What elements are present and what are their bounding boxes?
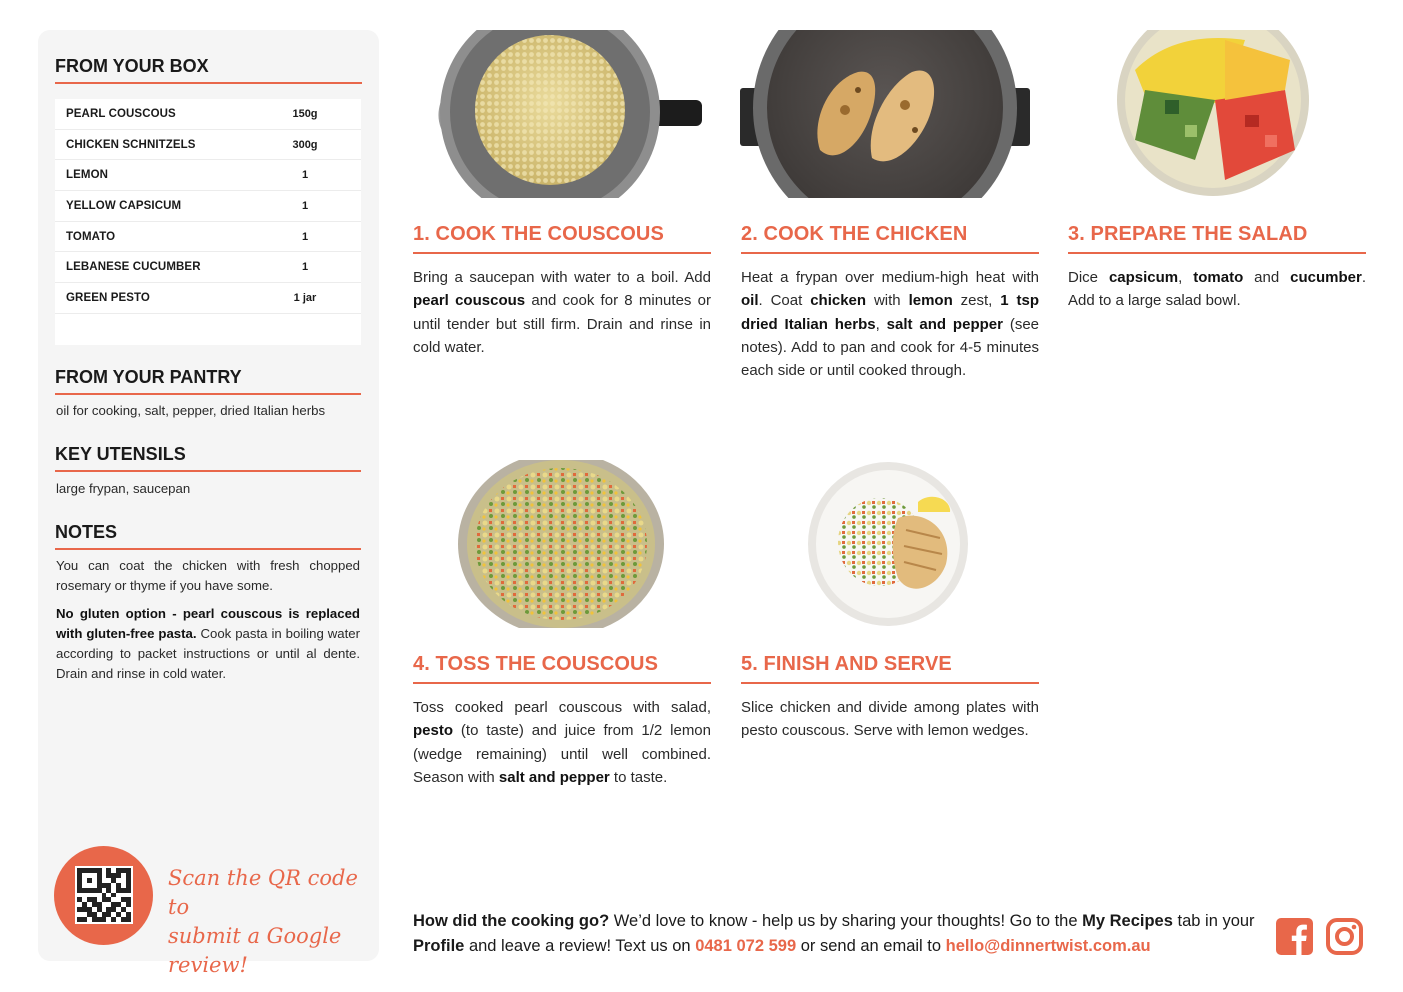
step-text-run: Bring a saucepan with water to a boil. Add [413, 269, 711, 286]
ingredient-qty: 300g [292, 138, 318, 151]
feedback-bold: My Recipes [1082, 912, 1173, 930]
step-text-run: (to taste) and juice from 1/2 lemon (wedge remaining) until well combined. Season with [413, 722, 711, 786]
tossed-couscous-photo [458, 460, 664, 628]
step-3-text [1068, 266, 1366, 313]
step-text-run: , [1178, 269, 1194, 286]
divider [55, 548, 361, 550]
feedback-bold: Profile [413, 937, 465, 955]
feedback-text [413, 909, 1263, 959]
step-text-run: Dice [1068, 269, 1109, 286]
finished-plate-photo [806, 460, 970, 628]
feedback-run: and leave a review! Text us on [464, 937, 696, 955]
step-text-bold: lemon [908, 292, 953, 310]
note-herbs: You can coat the chicken with fresh chopped rosemary or thyme if you have some. [56, 558, 360, 593]
contact-link[interactable]: hello@dinnertwist.com.au [945, 937, 1151, 955]
ingredient-qty: 150g [292, 107, 318, 120]
step-1-text [413, 266, 711, 359]
ingredient-qty: 1 [301, 199, 309, 212]
step-text-bold: cucumber [1290, 269, 1362, 286]
pantry-text: oil for cooking, salt, pepper, dried Italian herbs [56, 403, 326, 418]
ingredient-row [55, 130, 361, 161]
step-4-text [413, 696, 711, 789]
scan-line-2: submit a Google review! [168, 924, 342, 977]
ingredient-qty: 1 [301, 230, 309, 243]
contact-link[interactable]: 0481 072 599 [695, 937, 797, 955]
divider [413, 252, 711, 254]
divider [741, 252, 1039, 254]
chicken-pan-photo [740, 30, 1030, 198]
notes-title: NOTES [55, 522, 118, 542]
ingredient-qty: 1 [301, 261, 309, 274]
note-gluten-free-bold: No gluten option - pearl couscous is replaced with gluten-free pasta. [56, 606, 360, 641]
key-utensils-title: KEY UTENSILS [55, 444, 186, 464]
divider [55, 470, 361, 472]
step-text-run: Toss cooked pearl couscous with salad, [413, 699, 711, 716]
ingredient-name: CHICKEN SCHNITZELS [66, 138, 196, 151]
divider [1068, 252, 1366, 254]
salad-bowl-photo [1115, 30, 1311, 198]
step-text-run: (see notes). Add to pan and cook for 4-5 minutes each side or until cooked through. [741, 315, 1040, 380]
ingredient-row [55, 222, 361, 253]
step-text-run: Heat a frypan over medium-high heat with [741, 269, 1039, 286]
step-3-title: 3. PREPARE THE SALAD [1068, 223, 1308, 245]
ingredient-name: YELLOW CAPSICUM [66, 199, 182, 212]
step-text-run: Slice chicken and divide among plates with pesto couscous. Serve with lemon wedges. [741, 699, 1039, 740]
step-text-bold: pearl couscous [413, 292, 526, 310]
sidebar [38, 30, 379, 977]
step-2-text [741, 266, 1039, 382]
step-text-bold: oil [741, 292, 759, 310]
step-4-title: 4. TOSS THE COUSCOUS [413, 653, 659, 675]
couscous-strainer-photo [430, 30, 702, 198]
ingredient-row [55, 253, 361, 284]
step-5-title: 5. FINISH AND SERVE [741, 653, 952, 675]
step-5-text [741, 696, 1039, 743]
ingredient-name: LEBANESE CUCUMBER [66, 261, 201, 274]
step-text-bold: pesto [413, 722, 454, 740]
scan-qr-text [168, 864, 368, 980]
step-text-run: and cook for 8 minutes or until tender but still firm. Drain and rinse in cold water. [413, 292, 711, 356]
step-text-bold: salt and pepper [886, 315, 1003, 333]
step-text-bold: chicken [810, 292, 867, 310]
facebook-icon[interactable] [1276, 918, 1313, 955]
qr-code-badge[interactable] [54, 846, 153, 945]
step-text-run: . Add to a large salad bowl. [1068, 269, 1366, 310]
step-text-run: and [1243, 269, 1291, 286]
step-text-run: with [866, 292, 909, 310]
step-text-run: . Coat [758, 292, 811, 310]
step-text-bold: capsicum [1108, 269, 1179, 286]
ingredients-table [55, 99, 361, 345]
step-text-bold: tomato [1193, 269, 1244, 286]
ingredient-name: LEMON [66, 169, 109, 182]
divider [741, 682, 1039, 684]
qr-code-icon[interactable] [75, 866, 133, 924]
step-text-run: zest, [952, 292, 1001, 310]
note-gluten-free-rest: Cook pasta in boiling water according to packet instructions or until al dente. Drain and rinse in cold water. [56, 626, 360, 681]
ingredient-qty: 1 [301, 169, 309, 182]
utensils-text: large frypan, saucepan [56, 481, 191, 496]
divider [413, 682, 711, 684]
step-1-title: 1. COOK THE COUSCOUS [413, 223, 664, 245]
feedback-run: or send an email to [796, 937, 946, 955]
step-text-run: , [875, 315, 887, 333]
step-2-title: 2. COOK THE CHICKEN [741, 223, 968, 245]
step-text-run: to taste. [609, 768, 668, 786]
ingredient-row [55, 99, 361, 130]
ingredient-name: TOMATO [66, 230, 116, 243]
feedback-run: tab in your [1172, 912, 1255, 930]
ingredient-qty: 1 jar [293, 292, 317, 305]
ingredient-row-empty [55, 314, 361, 345]
scan-line-1: Scan the QR code to [168, 866, 358, 919]
feedback-bold: How did the cooking go? [413, 912, 610, 930]
divider [55, 82, 362, 84]
step-text-bold: salt and pepper [498, 768, 610, 786]
ingredient-row [55, 191, 361, 222]
from-your-box-title: FROM YOUR BOX [55, 56, 209, 76]
ingredient-name: PEARL COUSCOUS [66, 107, 176, 120]
ingredient-row [55, 283, 361, 314]
note-gluten-free [56, 604, 360, 684]
ingredient-row [55, 160, 361, 191]
instagram-icon[interactable] [1326, 918, 1363, 955]
from-your-pantry-title: FROM YOUR PANTRY [55, 367, 242, 387]
step-text-bold: 1 tsp dried Italian herbs [741, 292, 1040, 333]
ingredient-name: GREEN PESTO [66, 292, 150, 305]
feedback-run: We’d love to know - help us by sharing your thoughts! Go to the [609, 912, 1083, 930]
divider [55, 393, 361, 395]
